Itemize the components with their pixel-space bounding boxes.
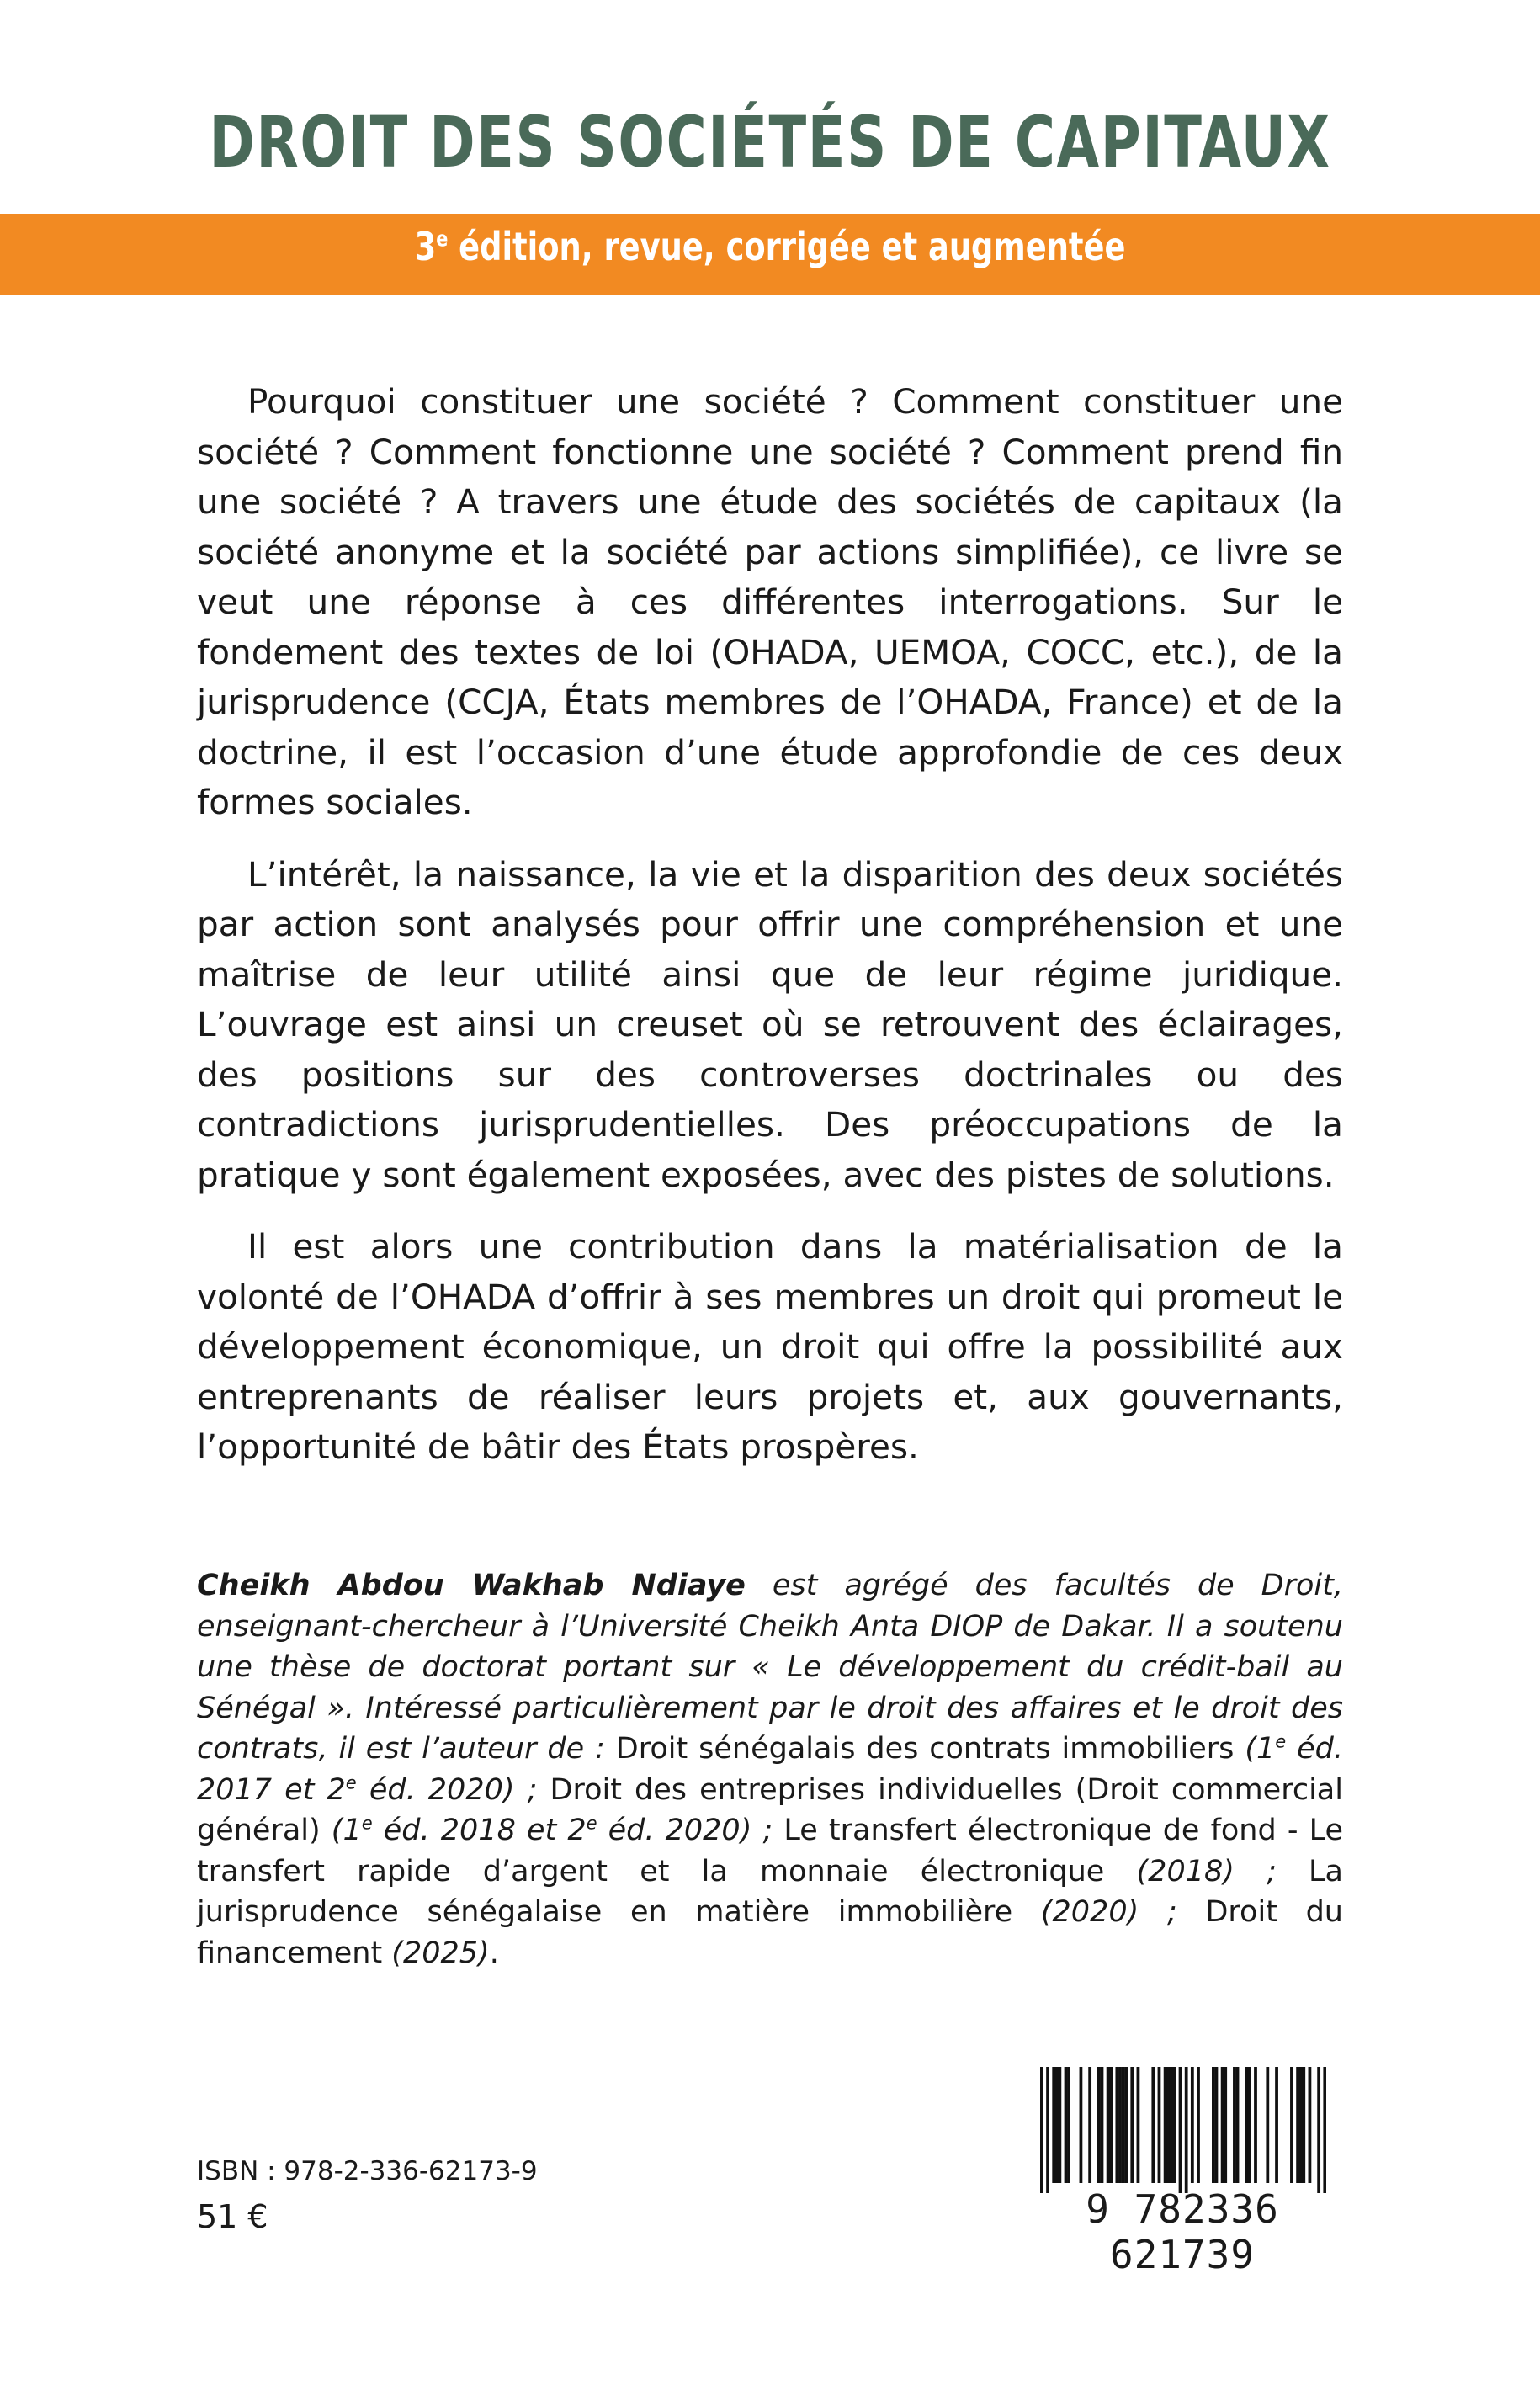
- barcode-bars: [1040, 2067, 1326, 2193]
- barcode-bar: [1299, 2067, 1303, 2183]
- barcode-bar: [1097, 2067, 1101, 2183]
- summary-text: [197, 377, 1343, 1495]
- barcode-bar: [1179, 2067, 1182, 2193]
- barcode-bar: [1058, 2067, 1061, 2183]
- barcode-bar: [1236, 2067, 1240, 2183]
- book-title-5: Droit du financement: [197, 1895, 1343, 1970]
- barcode-bar: [1065, 2067, 1068, 2183]
- barcode-bar: [1088, 2067, 1091, 2183]
- barcode: [1020, 2067, 1345, 2277]
- barcode-bar: [1158, 2067, 1161, 2183]
- summary-paragraph: Il est alors une contribution dans la matérialisation de la volonté de l’OHADA d’offrir à ses membres un droit qui promeut le développement économique, un droit qui offre la possibilité aux entreprenants de réaliser leurs projets et, aux gouvernants, l’opportunité de bâtir des États prospères.: [197, 1226, 1343, 1467]
- barcode-bar: [1233, 2067, 1236, 2183]
- barcode-bar: [1266, 2067, 1269, 2183]
- edition-superscript: e: [436, 226, 449, 252]
- barcode-bar: [1248, 2067, 1251, 2183]
- author-name: Cheikh Abdou Wakhab Ndiaye: [197, 1569, 746, 1602]
- barcode-bar: [1067, 2067, 1070, 2183]
- barcode-bar: [1052, 2067, 1055, 2183]
- barcode-bar: [1122, 2067, 1125, 2183]
- barcode-bar: [1302, 2067, 1305, 2183]
- barcode-bar: [1323, 2067, 1326, 2193]
- barcode-bar: [1296, 2067, 1299, 2183]
- barcode-bar: [1185, 2067, 1188, 2193]
- barcode-bar: [1224, 2067, 1227, 2183]
- barcode-bar: [1137, 2067, 1140, 2183]
- isbn: ISBN : 978-2-336-62173-9: [197, 2156, 538, 2186]
- barcode-bar: [1124, 2067, 1128, 2183]
- barcode-bar: [1212, 2067, 1215, 2183]
- edition-subtitle: [154, 224, 1386, 269]
- bio-end: .: [489, 1936, 499, 1970]
- barcode-bar: [1046, 2067, 1049, 2193]
- book-title-4: La jurisprudence sénégalaise en matière immobilière: [197, 1854, 1343, 1929]
- barcode-bar: [1040, 2067, 1043, 2193]
- barcode-bar: [1080, 2067, 1083, 2183]
- barcode-bar: [1254, 2067, 1257, 2183]
- barcode-bar: [1055, 2067, 1059, 2183]
- author-bio: [197, 1565, 1343, 1973]
- summary-paragraph: L’intérêt, la naissance, la vie et la disparition des deux sociétés par action sont analysés pour offrir une compréhension et une maîtrise de leur utilité ainsi que de leur régime juridique. L’ouvrage est ainsi un creuset où se retrouvent des éclairages, des positions sur des controverses doctrinales ou des contradictions jurisprudentielles. Des préoccupations de la pratique y sont également exposées, avec des pistes de solutions.: [197, 853, 1343, 1195]
- barcode-bar: [1101, 2067, 1104, 2183]
- barcode-bar: [1221, 2067, 1224, 2183]
- barcode-bar: [1215, 2067, 1219, 2183]
- book-title-2: Droit des entreprises individuelles (Droit commercial général): [197, 1772, 1343, 1847]
- barcode-bar: [1170, 2067, 1173, 2183]
- barcode-bar: [1172, 2067, 1176, 2183]
- book-3-edition: (2018) ;: [1104, 1854, 1309, 1888]
- barcode-bar: [1107, 2067, 1110, 2183]
- barcode-bar: [1245, 2067, 1248, 2183]
- barcode-bar: [1290, 2067, 1293, 2183]
- barcode-bar: [1130, 2067, 1134, 2183]
- barcode-bar: [1164, 2067, 1167, 2183]
- book-title-1: Droit sénégalais des contrats immobiliers: [615, 1732, 1235, 1766]
- book-title-3: Le transfert électronique de fond - Le transfert rapide d’argent et la monnaie électronique: [197, 1814, 1343, 1888]
- barcode-bar: [1166, 2067, 1170, 2183]
- book-4-edition: (2020) ;: [1012, 1895, 1206, 1929]
- edition-number: 3: [414, 224, 437, 269]
- barcode-bar: [1191, 2067, 1194, 2183]
- barcode-bar: [1118, 2067, 1122, 2183]
- barcode-bar: [1275, 2067, 1278, 2183]
- barcode-bar: [1197, 2067, 1200, 2183]
- barcode-digits: 9 782336 621739: [1086, 2186, 1279, 2277]
- bio-intro: est agrégé des facultés de Droit, enseignant-chercheur à l’Université Cheikh Anta DIOP de Dakar. Il a soutenu une thèse de doctorat portant sur « Le développement du crédit-bail au Sénégal ». Intéressé particulièrement par le droit des affaires et le droit des contrats, il est l’auteur de :: [197, 1569, 1343, 1766]
- edition-text: édition, revue, corrigée et augmentée: [448, 224, 1126, 269]
- barcode-bar: [1309, 2067, 1312, 2183]
- barcode-bar: [1109, 2067, 1113, 2183]
- book-title: DROIT DES SOCIÉTÉS DE CAPITAUX: [209, 101, 1331, 183]
- barcode-bar: [1317, 2067, 1320, 2193]
- summary-paragraph: Pourquoi constituer une société ? Comment constituer une société ? Comment fonctionne une société ? Comment prend fin une société ? A travers une étude des sociétés de capitaux (la société anonyme et la société par actions simplifiée), ce livre se veut une réponse à ces différentes interrogations. Sur le fondement des textes de loi (OHADA, UEMOA, COCC, etc.), de la jurisprudence (CCJA, États membres de l’OHADA, France) et de la doctrine, il est l’occasion d’une étude approfondie de ces deux formes sociales.: [197, 381, 1343, 822]
- barcode-bar: [1115, 2067, 1118, 2183]
- price: 51 €: [197, 2198, 268, 2235]
- book-1-edition: (1e éd. 2017 et 2e éd. 2020) ;: [197, 1731, 1343, 1807]
- book-2-edition: (1e éd. 2018 et 2e éd. 2020) ;: [320, 1813, 784, 1847]
- barcode-bar: [1151, 2067, 1155, 2183]
- book-5-edition: (2025): [382, 1936, 490, 1970]
